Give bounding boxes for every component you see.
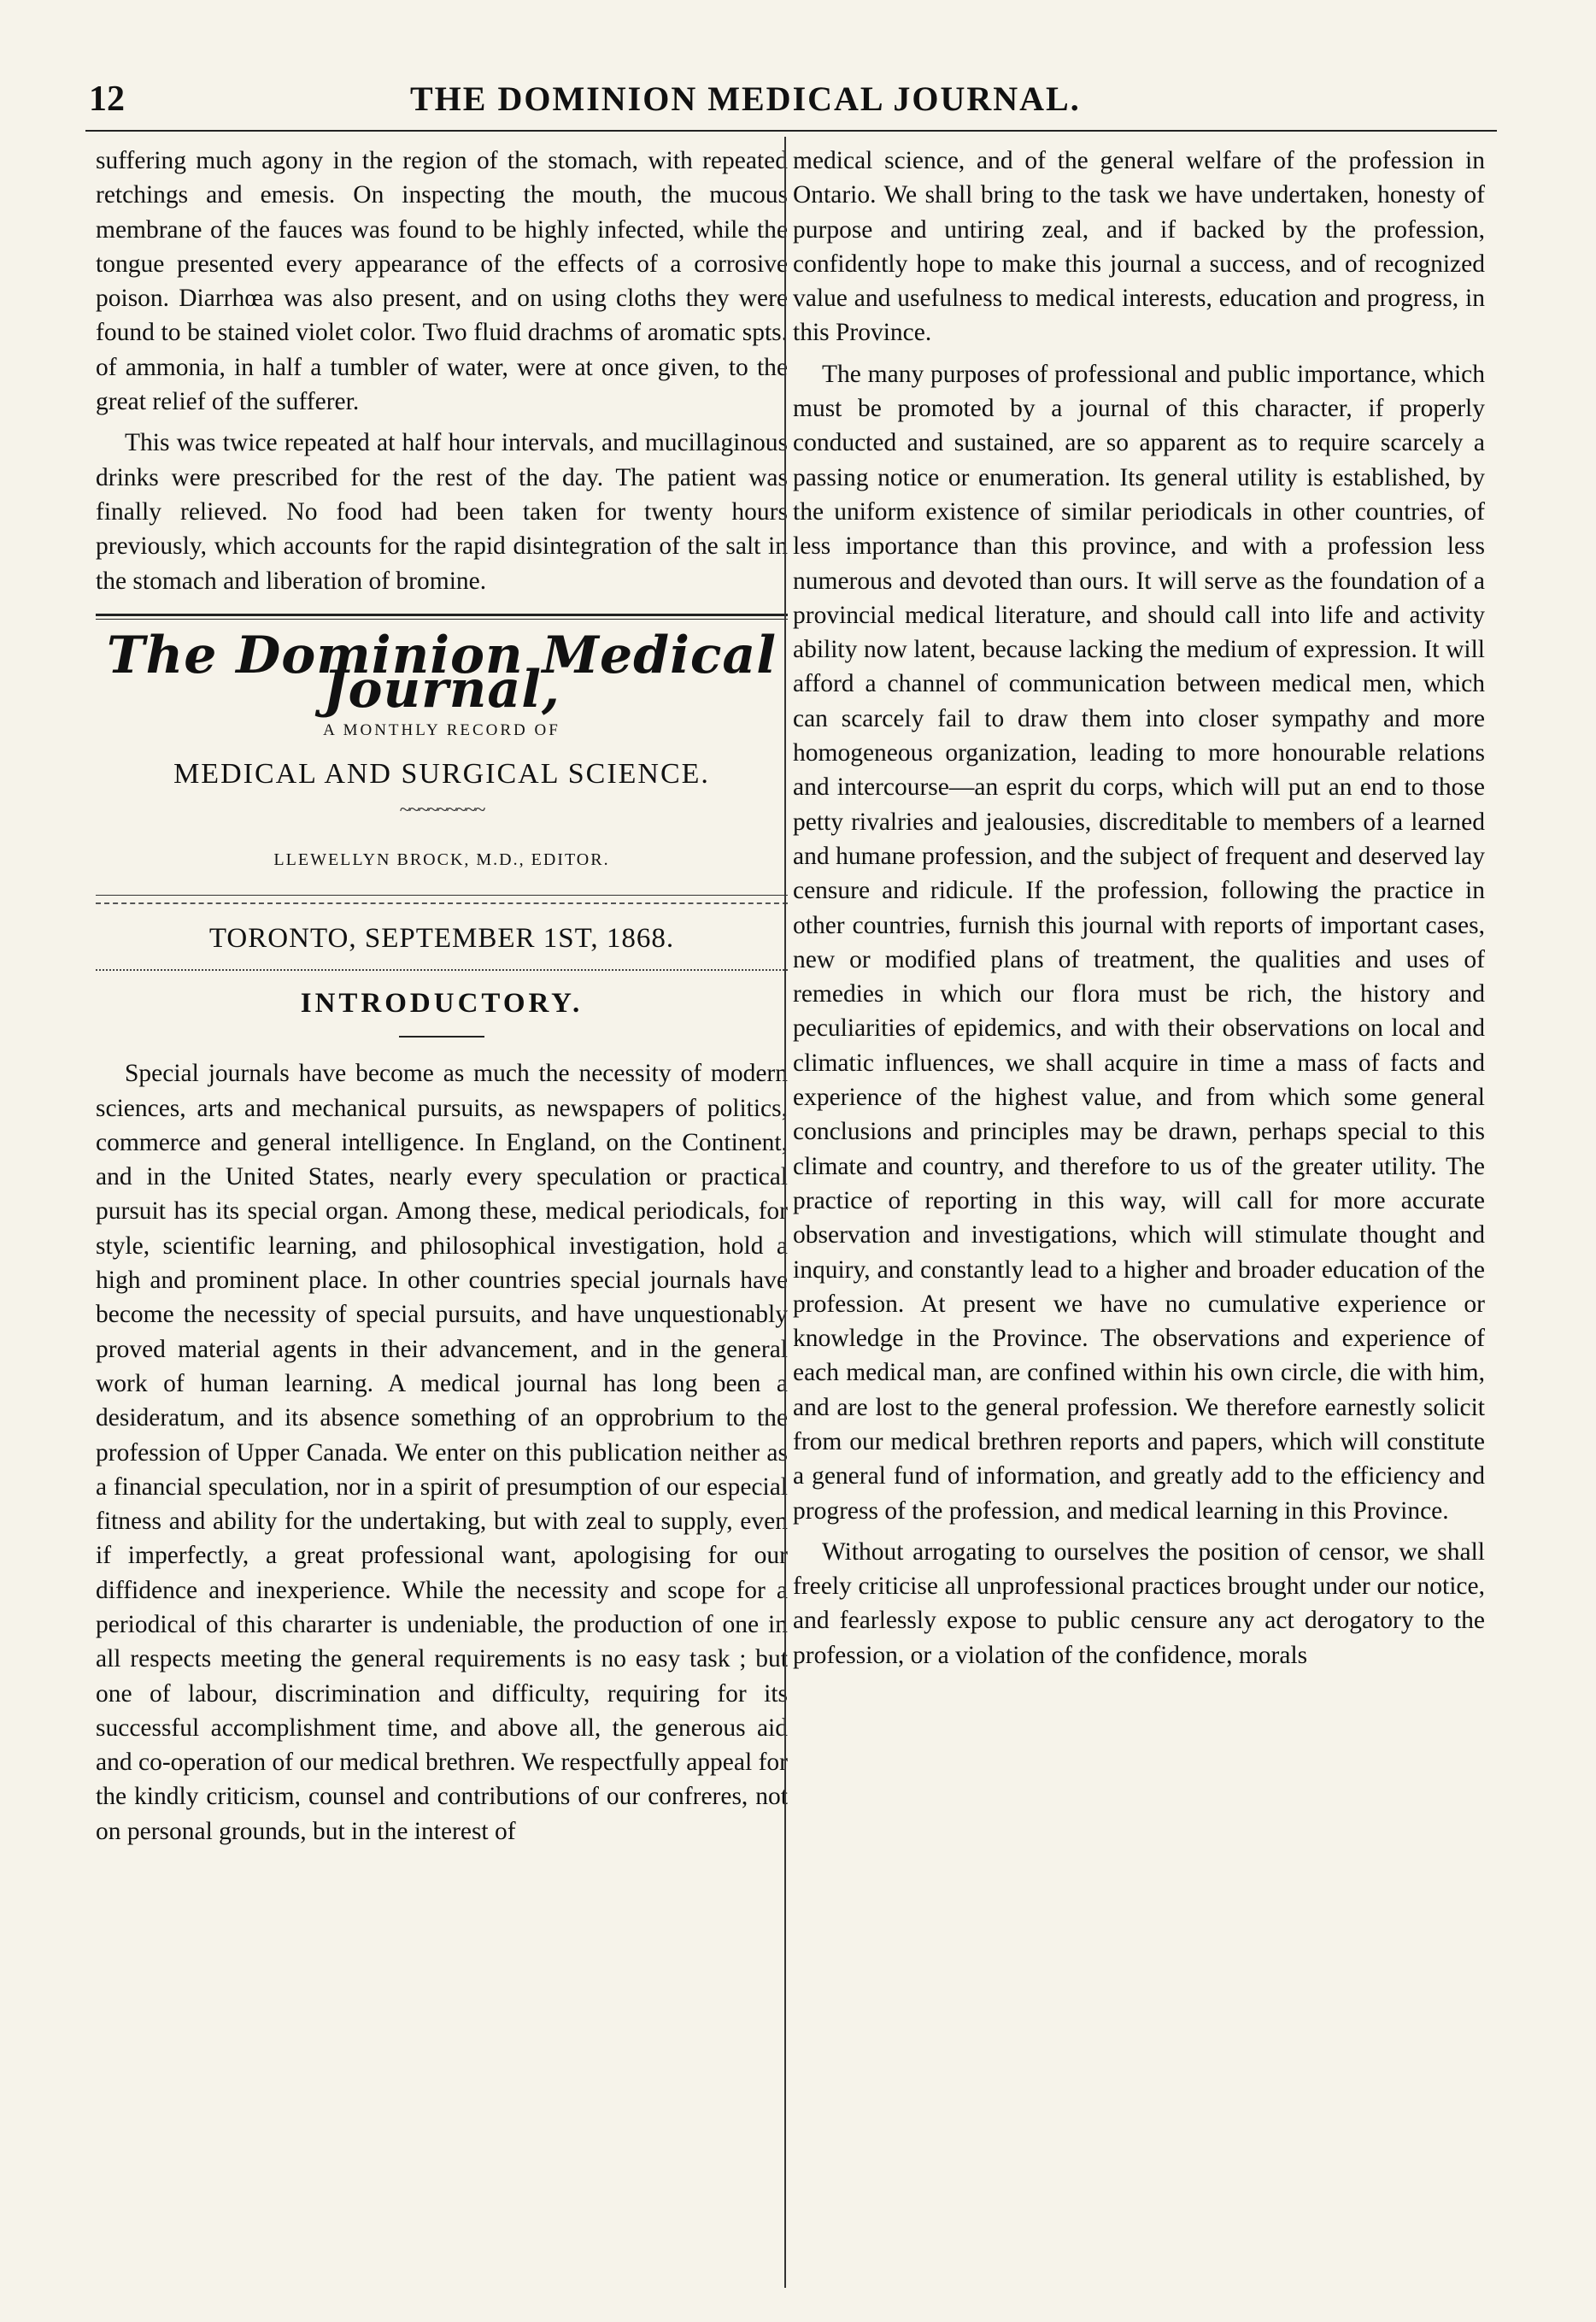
- page-number: 12: [89, 79, 125, 119]
- editor-rule-dashed: [96, 902, 788, 904]
- intro-paragraph-1: Special journals have become as much the necessity of modern sciences, arts and mechanical pursuits, as newspapers of politics, commerce and general intelligence. In England, on the Continent, and in the United States, nearly every speculation or practical pursuit has its special organ. Among these, medical periodicals, for style, scientific learning, and philosophical investigation, hold a high and prominent place. In other countries special journals have become the necessity of special pursuits, and have unquestionably proved material agents in their advancement, and in the general work of human learning. A medical journal has long been a desideratum, and its absence something of an opprobrium to the profession of Upper Canada. We enter on this publication neither as a financial speculation, nor in a spirit of presumption of our especial fitness and ability for the undertaking, but with zeal to supply, even if imperfectly, a great professional want, apologising for our diffidence and inexperience. While the necessity and scope for a periodical of this chararter is undeniable, the production of one in all respects meeting the general requirements is no easy task ; but one of labour, discrimination and difficulty, requiring for its successful accomplishment time, and above all, the generous aid and co-operation of our medical brethren. We respectfully appeal for the kindly criticism, counsel and contributions of our confreres, not on personal grounds, but in the interest of: [96, 1060, 788, 1845]
- header-rule: [85, 130, 1497, 132]
- editor-line: LLEWELLYN BROCK, M.D., EDITOR.: [273, 850, 610, 870]
- masthead-rule: [96, 614, 788, 620]
- ornament-divider: ~~~~~~~~~: [399, 799, 484, 822]
- editor-rule: [96, 895, 788, 896]
- case-paragraph-1: suffering much agony in the region of the stomach, with repeated retchings and emesis. On inspecting the mouth, the mucous membrane of the fauces was found to be highly infected, while the tongue presented every appearance of the effects of a corrosive poison. Diarrhœa was also present, and on using cloths they were found to be stained violet color. Two fluid drachms of aromatic spts. of ammonia, in half a tumbler of water, were at once given, to the great relief of the sufferer.: [96, 147, 788, 416]
- masthead-science: MEDICAL AND SURGICAL SCIENCE.: [173, 757, 710, 790]
- right-paragraph-3: Without arrogating to ourselves the position of censor, we shall freely criticise all unprofessional practices brought under our notice, and fearlessly expose to public censure any act derogatory to the profession, or a violation of the confidence, morals: [793, 1537, 1485, 1669]
- right-column: [793, 144, 1485, 1672]
- column-divider: [784, 137, 786, 2288]
- right-paragraph-2: The many purposes of professional and public importance, which must be promoted by a journal of this character, if properly conducted and sustained, are so apparent as to require scarcely a passing notice or enumeration. Its general utility is established, by the uniform existence of similar periodicals in other countries, of less importance than this province, and with a profession less numerous and devoted than ours. It will serve as the foundation of a provincial medical literature, and should call into life and activity ability now latent, because lacking the medium of expression. It will afford a channel of communication between medical men, which can scarcely fail to draw them into closer sympathy and more homogeneous organization, leading to more honourable relations and intercourse—an esprit du corps, which will put an end to those petty rivalries and jealousies, discreditable to members of a learned and humane profession, and the subject of frequent and deserved lay censure and ridicule. If the profession, following the practice in other countries, furnish this journal with reports of important cases, new or modified plans of treatment, the qualities and uses of remedies in which our flora must be rich, the history and peculiarities of epidemics, and with their observations on local and climatic influences, we shall acquire in time a mass of facts and experience of the highest value, and from which some general conclusions and principles may be drawn, perhaps special to this climate and country, and therefore to us of the greater utility. The practice of reporting in this way, will call for more accurate observation and investigations, which will stimulate thought and inquiry, and constantly lead to a higher and broader education of the profession. At present we have no cumulative experience or knowledge in the Province. The observations and experience of each medical man, are confined within his own circle, die with him, and are lost to the general profession. We therefore earnestly solicit from our medical brethren reports and papers, which will constitute a general fund of information, and greatly add to the efficiency and progress of the profession, and medical learning in this Province.: [793, 360, 1485, 1525]
- masthead-subtitle: A MONTHLY RECORD OF: [323, 721, 560, 740]
- left-column: [96, 144, 788, 1849]
- title-rule: [399, 1036, 484, 1038]
- dateline: TORONTO, SEPTEMBER 1ST, 1868.: [208, 922, 675, 954]
- running-head: THE DOMINION MEDICAL JOURNAL.: [410, 79, 1081, 118]
- right-paragraph-1: medical science, and of the general welfare of the profession in Ontario. We shall bring to the task we have undertaken, honesty of purpose and untiring zeal, and if backed by the profession, confidently hope to make this journal a success, and of recognized value and usefulness to medical interests, education and progress, in this Province.: [793, 147, 1485, 347]
- dateline-rule: [96, 969, 788, 971]
- masthead-title: The Dominion Medical Journal,: [106, 625, 777, 720]
- case-paragraph-2: This was twice repeated at half hour intervals, and mucillaginous drinks were prescribed for the rest of the day. The patient was finally relieved. No food had been taken for twenty hours previously, which accounts for the rapid disintegration of the salt in the stomach and liberation of bromine.: [96, 429, 788, 595]
- section-title: INTRODUCTORY.: [300, 987, 584, 1019]
